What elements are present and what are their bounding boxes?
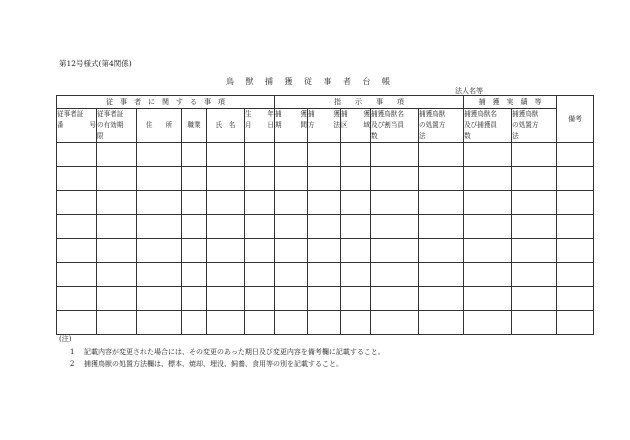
note-item xyxy=(59,346,385,359)
table-cell[interactable] xyxy=(419,311,464,335)
table-cell[interactable] xyxy=(371,191,419,215)
table-cell[interactable] xyxy=(371,263,419,287)
table-cell[interactable] xyxy=(371,167,419,191)
table-cell[interactable] xyxy=(308,167,341,191)
col-license-number-l2 xyxy=(57,120,96,131)
table-cell[interactable] xyxy=(207,191,245,215)
col-captured-species-l3: 数 xyxy=(464,132,471,140)
col-capture-period-l2a: 期 xyxy=(275,121,282,129)
table-cell[interactable] xyxy=(512,239,557,263)
table-cell[interactable] xyxy=(182,215,207,239)
col-allotted-species xyxy=(371,109,419,143)
table-cell[interactable] xyxy=(275,287,308,311)
table-row xyxy=(57,167,594,191)
table-cell[interactable] xyxy=(557,239,594,263)
table-cell[interactable] xyxy=(419,239,464,263)
group-header-results: 捕 獲 実 績 等 xyxy=(464,96,557,109)
col-capture-method-l1b: 獲 xyxy=(333,110,340,118)
title-char: 従 xyxy=(304,77,312,86)
table-cell[interactable] xyxy=(245,143,275,167)
col-disposal-result-l1: 捕獲鳥獣 xyxy=(512,110,539,118)
table-row xyxy=(57,191,594,215)
table-cell[interactable] xyxy=(97,215,137,239)
table-cell[interactable] xyxy=(557,215,594,239)
table-cell[interactable] xyxy=(97,263,137,287)
table-cell[interactable] xyxy=(182,263,207,287)
table-cell[interactable] xyxy=(512,287,557,311)
table-cell[interactable] xyxy=(371,311,419,335)
table-cell[interactable] xyxy=(207,311,245,335)
title-char: 帳 xyxy=(382,77,390,86)
table-cell[interactable] xyxy=(97,143,137,167)
table-row xyxy=(57,143,594,167)
table-cell[interactable] xyxy=(341,215,371,239)
table-cell[interactable] xyxy=(341,263,371,287)
col-disposal-instruction xyxy=(419,109,464,143)
col-capture-period-l1b: 獲 xyxy=(300,110,307,118)
table-cell[interactable] xyxy=(464,239,512,263)
col-name: 氏 名 xyxy=(207,109,245,143)
table-cell[interactable] xyxy=(464,311,512,335)
title-char: 事 xyxy=(323,77,332,86)
table-cell[interactable] xyxy=(275,167,308,191)
col-birthdate-l1b: 年 xyxy=(267,110,274,118)
table-cell[interactable] xyxy=(182,191,207,215)
note-number: 1 xyxy=(70,347,75,356)
table-cell[interactable] xyxy=(207,167,245,191)
col-capture-period xyxy=(275,109,308,143)
col-birthdate-l2a: 月 xyxy=(245,121,252,129)
note-item xyxy=(59,358,385,371)
table-cell[interactable] xyxy=(308,191,341,215)
note-text: 記載内容が変更された場合には、その変更のあった期日及び変更内容を備考欄に記載すること。 xyxy=(84,347,385,356)
table-cell[interactable] xyxy=(57,263,97,287)
table-cell[interactable] xyxy=(182,311,207,335)
table-cell[interactable] xyxy=(557,191,594,215)
table-cell[interactable] xyxy=(57,287,97,311)
table-cell[interactable] xyxy=(57,167,97,191)
corporation-label: 法人名等 xyxy=(455,87,483,95)
col-license-validity-l1: 従事者証 xyxy=(97,110,124,118)
table-cell[interactable] xyxy=(137,287,182,311)
table-cell[interactable] xyxy=(512,263,557,287)
table-cell[interactable] xyxy=(341,311,371,335)
table-cell[interactable] xyxy=(419,215,464,239)
table-cell[interactable] xyxy=(97,191,137,215)
table-cell[interactable] xyxy=(245,311,275,335)
table-cell[interactable] xyxy=(182,239,207,263)
table-cell[interactable] xyxy=(137,191,182,215)
title-char: 獣 xyxy=(245,77,254,86)
table-cell[interactable] xyxy=(512,167,557,191)
table-cell[interactable] xyxy=(512,311,557,335)
col-birthdate-l1 xyxy=(245,109,274,120)
table-cell[interactable] xyxy=(245,191,275,215)
col-capture-period-l1a: 捕 xyxy=(275,110,282,118)
table-cell[interactable] xyxy=(464,191,512,215)
page-title xyxy=(226,76,402,87)
table-cell[interactable] xyxy=(207,215,245,239)
table-cell[interactable] xyxy=(557,311,594,335)
col-captured-species xyxy=(464,109,512,143)
col-capture-period-l2 xyxy=(275,120,307,131)
table-row xyxy=(57,287,594,311)
table-cell[interactable] xyxy=(137,263,182,287)
table-cell[interactable] xyxy=(557,167,594,191)
table-cell[interactable] xyxy=(245,239,275,263)
table-cell[interactable] xyxy=(275,263,308,287)
col-capture-method-l1a: 捕 xyxy=(308,110,315,118)
col-address: 住 所 xyxy=(137,109,182,143)
table-cell[interactable] xyxy=(97,311,137,335)
table-cell[interactable] xyxy=(245,215,275,239)
note-text: 捕獲鳥獣の処置方法欄は、標本、焼却、埋没、飼養、食用等の別を記載すること。 xyxy=(84,360,343,368)
table-cell[interactable] xyxy=(464,287,512,311)
col-license-validity-l3: 限 xyxy=(97,132,104,140)
register-table xyxy=(56,95,594,335)
col-allotted-species-l3: 数 xyxy=(371,132,378,140)
table-cell[interactable] xyxy=(275,143,308,167)
col-occupation: 職業 xyxy=(182,109,207,143)
col-disposal-result xyxy=(512,109,557,143)
table-cell[interactable] xyxy=(137,167,182,191)
table-cell[interactable] xyxy=(464,143,512,167)
title-char: 捕 xyxy=(265,77,273,86)
table-cell[interactable] xyxy=(137,239,182,263)
col-capture-method-l2b: 法 xyxy=(333,121,340,129)
col-capture-area-l2a: 区 xyxy=(341,121,348,129)
col-captured-species-l1: 捕獲鳥獣名 xyxy=(464,110,498,118)
table-cell[interactable] xyxy=(341,143,371,167)
col-birthdate-l2b: 日 xyxy=(267,121,274,129)
table-cell[interactable] xyxy=(308,215,341,239)
group-header-instructions: 指 示 事 項 xyxy=(275,96,464,109)
table-cell[interactable] xyxy=(308,143,341,167)
table-cell[interactable] xyxy=(341,239,371,263)
col-capture-method-l2 xyxy=(308,120,340,131)
table-cell[interactable] xyxy=(464,263,512,287)
table-cell[interactable] xyxy=(512,215,557,239)
table-cell[interactable] xyxy=(97,239,137,263)
table-cell[interactable] xyxy=(308,263,341,287)
group-header-row xyxy=(57,96,594,109)
table-cell[interactable] xyxy=(207,143,245,167)
col-capture-area xyxy=(341,109,371,143)
table-cell[interactable] xyxy=(341,287,371,311)
table-cell[interactable] xyxy=(557,287,594,311)
group-header-person: 従 事 者 に 関 す る 事 項 xyxy=(57,96,275,109)
table-row xyxy=(57,239,594,263)
table-cell[interactable] xyxy=(512,191,557,215)
table-cell[interactable] xyxy=(341,191,371,215)
table-cell[interactable] xyxy=(419,143,464,167)
table-row xyxy=(57,215,594,239)
col-allotted-species-l1: 捕獲鳥獣名 xyxy=(371,110,404,118)
table-cell[interactable] xyxy=(182,167,207,191)
notes-heading: (注) xyxy=(59,335,72,343)
table-cell[interactable] xyxy=(57,191,97,215)
table-cell[interactable] xyxy=(371,239,419,263)
table-cell[interactable] xyxy=(57,239,97,263)
col-capture-area-l2b: 域 xyxy=(363,121,370,129)
col-capture-area-l1b: 獲 xyxy=(363,110,370,118)
form-number: 第12号様式(第4関係) xyxy=(59,59,132,68)
col-capture-period-l2b: 間 xyxy=(300,121,307,129)
col-birthdate-l1a: 生 xyxy=(245,110,252,118)
table-cell[interactable] xyxy=(419,263,464,287)
table-cell[interactable] xyxy=(57,143,97,167)
col-birthdate xyxy=(245,109,275,143)
table-cell[interactable] xyxy=(464,215,512,239)
note-number: 2 xyxy=(70,360,75,368)
col-license-validity-l2: の有効期 xyxy=(97,121,124,129)
table-cell[interactable] xyxy=(137,215,182,239)
table-cell[interactable] xyxy=(207,239,245,263)
col-license-number-l2b: 号 xyxy=(89,121,96,129)
col-license-number-l1: 従事者証 xyxy=(57,110,84,118)
table-cell[interactable] xyxy=(464,167,512,191)
col-captured-species-l2: 及び捕獲員 xyxy=(464,121,498,129)
col-disposal-result-l3: 法 xyxy=(512,132,519,140)
title-char: 鳥 xyxy=(226,77,234,86)
table-cell[interactable] xyxy=(245,287,275,311)
column-header-row xyxy=(57,109,594,143)
table-cell[interactable] xyxy=(275,215,308,239)
table-cell[interactable] xyxy=(97,287,137,311)
col-allotted-species-l2: 及び割当員 xyxy=(371,121,404,129)
table-cell[interactable] xyxy=(137,143,182,167)
table-cell[interactable] xyxy=(57,215,97,239)
col-capture-method-l2a: 方 xyxy=(308,121,315,129)
title-char: 者 xyxy=(343,77,351,86)
table-cell[interactable] xyxy=(419,167,464,191)
col-capture-method-l1 xyxy=(308,109,340,120)
table-cell[interactable] xyxy=(371,287,419,311)
table-cell[interactable] xyxy=(371,143,419,167)
table-cell[interactable] xyxy=(419,191,464,215)
table-cell[interactable] xyxy=(512,143,557,167)
table-cell[interactable] xyxy=(182,143,207,167)
col-capture-method xyxy=(308,109,341,143)
col-disposal-result-l2: の処置方 xyxy=(512,121,539,129)
col-capture-area-l2 xyxy=(341,120,370,131)
table-cell[interactable] xyxy=(275,239,308,263)
table-cell[interactable] xyxy=(308,239,341,263)
col-capture-period-l1 xyxy=(275,109,307,120)
table-cell[interactable] xyxy=(371,215,419,239)
table-cell[interactable] xyxy=(137,311,182,335)
table-cell[interactable] xyxy=(182,287,207,311)
table-cell[interactable] xyxy=(57,311,97,335)
col-disposal-instruction-l1: 捕獲鳥獣 xyxy=(419,110,446,118)
notes xyxy=(59,333,385,371)
col-birthdate-l2 xyxy=(245,120,274,131)
table-cell[interactable] xyxy=(245,167,275,191)
table-cell[interactable] xyxy=(275,311,308,335)
table-cell[interactable] xyxy=(308,311,341,335)
col-license-number-l2a: 番 xyxy=(57,121,64,129)
col-capture-area-l1 xyxy=(341,109,370,120)
table-row xyxy=(57,311,594,335)
table-cell[interactable] xyxy=(207,263,245,287)
table-cell[interactable] xyxy=(245,263,275,287)
title-char: 獲 xyxy=(284,77,293,86)
table-cell[interactable] xyxy=(275,191,308,215)
table-row xyxy=(57,263,594,287)
table-cell[interactable] xyxy=(419,287,464,311)
col-disposal-instruction-l2: の処置方 xyxy=(419,121,446,129)
table-cell[interactable] xyxy=(557,143,594,167)
col-capture-area-l1a: 捕 xyxy=(341,110,348,118)
col-license-number xyxy=(57,109,97,143)
table-cell[interactable] xyxy=(308,287,341,311)
col-license-validity xyxy=(97,109,137,143)
table-cell[interactable] xyxy=(557,263,594,287)
table-cell[interactable] xyxy=(341,167,371,191)
data-rows xyxy=(57,143,594,335)
title-char: 台 xyxy=(362,77,371,86)
table-cell[interactable] xyxy=(97,167,137,191)
col-disposal-instruction-l3: 法 xyxy=(419,132,426,140)
table-cell[interactable] xyxy=(207,287,245,311)
remarks-header: 備考 xyxy=(557,96,594,143)
